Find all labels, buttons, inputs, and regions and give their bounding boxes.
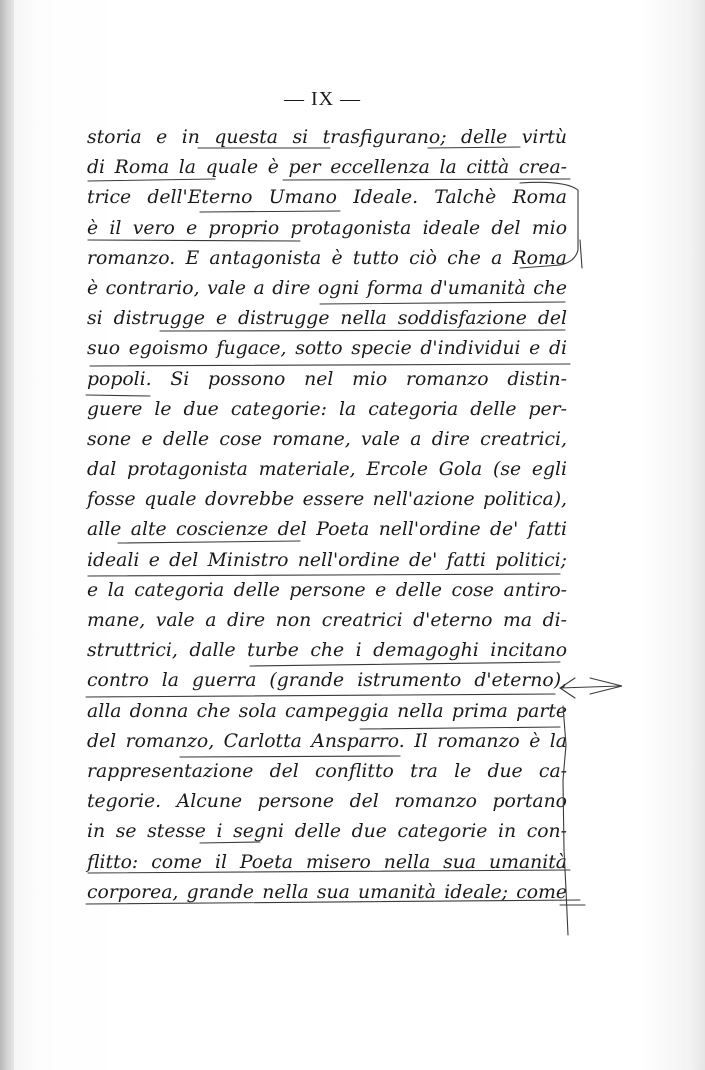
text-line: ideali e del Ministro nell'ordine de' fatti politici; — [87, 549, 567, 571]
text-line: rappresentazione del conflitto tra le due ca- — [87, 760, 567, 782]
body-text — [87, 123, 567, 908]
text-line: è il vero e proprio protagonista ideale del mio — [87, 217, 567, 239]
text-line: guere le due categorie: la categoria delle per- — [87, 398, 567, 420]
margin-bracket — [580, 240, 582, 268]
text-line: è contrario, vale a dire ogni forma d'umanità che — [87, 277, 567, 299]
text-line: mane, vale a dire non creatrici d'eterno ma di- — [87, 610, 567, 631]
text-line: storia e in questa si trasfigurano; delle virtù — [87, 127, 567, 148]
text-line: suo egoismo fugace, sotto specie d'individui e di — [87, 338, 567, 360]
page-number: — IX — — [283, 88, 362, 110]
text-line: struttrici, dalle turbe che i demagoghi incitano — [87, 640, 567, 662]
text-line: si distrugge e distrugge nella soddisfazione del — [87, 308, 567, 330]
text-line: corporea, grande nella sua umanità ideale; come — [87, 881, 567, 903]
text-line: flitto: come il Poeta misero nella sua umanità — [87, 851, 567, 873]
arrow-mark — [560, 686, 620, 688]
page-binding-edge — [0, 0, 14, 1070]
arrow-mark — [590, 678, 622, 694]
text-line: trice dell'Eterno Umano Ideale. Talchè Roma — [87, 187, 567, 209]
text-line: fosse quale dovrebbe essere nell'azione politica), — [87, 489, 567, 511]
text-line: in se stesse i segni delle due categorie in con- — [87, 821, 567, 843]
text-line: tegorie. Alcune persone del romanzo portano — [87, 791, 567, 813]
text-line: alle alte coscienze del Poeta nell'ordine de' fatti — [87, 519, 567, 541]
text-line: dal protagonista materiale, Ercole Gola (se egli — [87, 459, 567, 481]
text-line: contro la guerra (grande istrumento d'eterno), — [87, 670, 567, 692]
text-line: e la categoria delle persone e delle cose antiro- — [87, 579, 567, 601]
text-line: popoli. Si possono nel mio romanzo distin- — [87, 368, 567, 390]
text-line: sone e delle cose romane, vale a dire creatrici, — [87, 428, 567, 450]
text-line: di Roma la quale è per eccellenza la città crea- — [87, 157, 567, 179]
text-line: del romanzo, Carlotta Ansparro. Il romanzo è la — [87, 730, 567, 752]
text-line: alla donna che sola campeggia nella prima parte — [87, 700, 567, 722]
text-line: romanzo. E antagonista è tutto ciò che a Roma — [87, 247, 567, 269]
